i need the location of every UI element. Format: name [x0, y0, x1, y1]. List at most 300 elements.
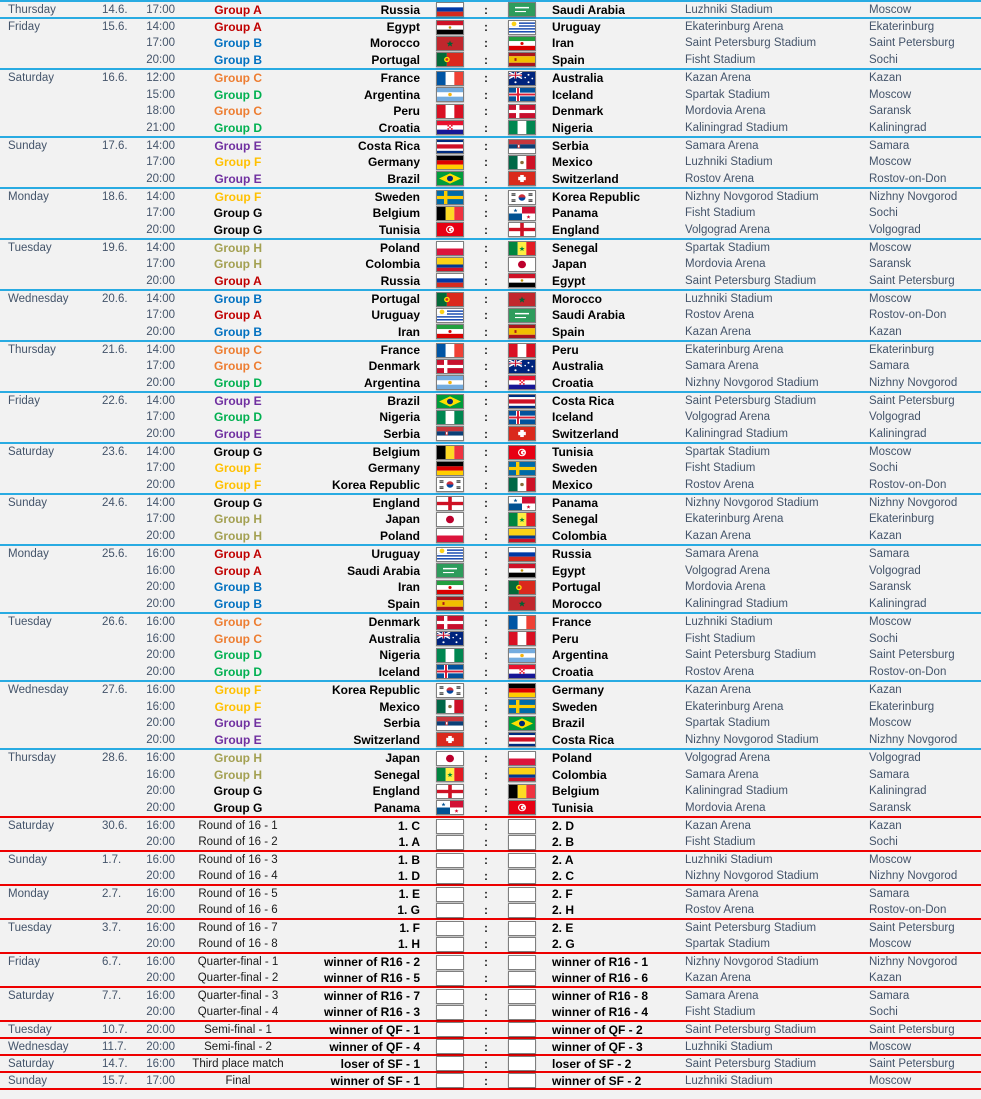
away-flag-cell [500, 375, 544, 390]
stage-label: Group F [214, 477, 262, 492]
day-group [0, 1071, 981, 1088]
stadium-cell: Spartak Stadium [685, 717, 771, 730]
away-flag-cell [500, 496, 544, 511]
time-cell: 17:00 [146, 462, 175, 475]
away-flag-cell [500, 120, 544, 135]
away-team: Senegal [552, 512, 599, 527]
stage-label: Group G [213, 496, 263, 511]
home-team: Korea Republic [331, 477, 420, 492]
score-colon: : [484, 648, 488, 663]
away-flag-cell [500, 528, 544, 543]
city-cell: Kaliningrad [869, 427, 927, 440]
match-row[interactable] [0, 988, 981, 1004]
stadium-cell: Saint Petersburg Stadium [685, 922, 817, 934]
match-row[interactable] [0, 409, 981, 425]
peru-flag-icon [436, 104, 464, 119]
senegal-flag-icon [508, 241, 536, 256]
home-flag-cell [428, 835, 472, 850]
home-team: 1. G [397, 903, 420, 917]
time-cell: 17:00 [146, 411, 175, 424]
match-row[interactable] [0, 546, 981, 563]
away-team: winner of QF - 3 [552, 1039, 643, 1054]
match-row[interactable] [0, 324, 981, 340]
score-colon: : [484, 241, 488, 256]
day-cell: Saturday [8, 446, 55, 459]
stage-label: Quarter-final - 2 [197, 972, 279, 984]
score-colon: : [484, 716, 488, 731]
match-row[interactable] [0, 664, 981, 681]
away-flag-cell [500, 784, 544, 799]
match-row[interactable] [0, 563, 981, 580]
home-flag-cell [428, 308, 472, 323]
away-flag-cell [500, 615, 544, 630]
day-cell: Monday [8, 888, 49, 900]
home-team: Croatia [378, 120, 420, 135]
iran-flag-icon [436, 580, 464, 595]
home-flag-cell [428, 596, 472, 611]
stage-label: Group G [213, 206, 263, 221]
city-cell: Sochi [869, 207, 898, 220]
date-cell: 21.6. [102, 344, 128, 357]
time-cell: 17:00 [146, 1074, 175, 1087]
away-team: Japan [552, 257, 587, 272]
stadium-cell: Volgograd Arena [685, 411, 771, 424]
stadium-cell: Nizhny Novgorod Stadium [685, 191, 819, 204]
match-row[interactable] [0, 460, 981, 476]
stage-label: Group H [214, 512, 262, 527]
city-cell: Saint Petersburg [869, 274, 955, 287]
home-flag-cell [428, 989, 472, 1004]
stage-label: Group E [214, 394, 262, 409]
away-team: winner of R16 - 1 [552, 955, 649, 969]
day-cell: Thursday [8, 752, 56, 765]
brazil-flag-icon [436, 394, 464, 409]
score-colon: : [484, 273, 488, 288]
match-row[interactable] [0, 1056, 981, 1071]
match-row[interactable] [0, 699, 981, 716]
home-team: Panama [373, 800, 420, 815]
away-team: winner of QF - 2 [552, 1022, 643, 1037]
city-cell: Volgograd [869, 564, 921, 577]
away-team: Mexico [552, 477, 593, 492]
stadium-cell: Nizhny Novgorod Stadium [685, 870, 819, 882]
stadium-cell: Luzhniki Stadium [685, 3, 773, 16]
match-row[interactable] [0, 205, 981, 221]
match-row[interactable] [0, 342, 981, 358]
match-row[interactable] [0, 886, 981, 902]
city-cell: Sochi [869, 53, 898, 66]
away-flag-cell [500, 800, 544, 815]
home-flag-cell [428, 139, 472, 154]
home-flag-cell [428, 921, 472, 936]
time-cell: 12:00 [146, 72, 175, 85]
home-team: Argentina [363, 375, 420, 390]
match-row[interactable] [0, 750, 981, 767]
serbia-flag-icon [436, 716, 464, 731]
city-cell: Samara [869, 990, 910, 1002]
placeholder-flag-icon [436, 835, 464, 850]
score-colon: : [484, 445, 488, 460]
stadium-cell: Kazan Arena [685, 72, 751, 85]
time-cell: 14:00 [146, 191, 175, 204]
colombia-flag-icon [508, 528, 536, 543]
time-cell: 20:00 [146, 717, 175, 730]
day-group [0, 850, 981, 884]
home-flag-cell [428, 273, 472, 288]
stadium-cell: Fisht Stadium [685, 632, 756, 645]
stadium-cell: Kazan Arena [685, 972, 751, 984]
score-colon: : [484, 751, 488, 766]
match-row[interactable] [0, 171, 981, 187]
away-flag-cell [500, 155, 544, 170]
away-team: Switzerland [552, 171, 619, 186]
day-cell: Saturday [8, 72, 55, 85]
match-row[interactable] [0, 256, 981, 272]
date-cell: 1.7. [102, 854, 122, 866]
home-team: Morocco [369, 36, 420, 51]
home-flag-cell [428, 512, 472, 527]
stage-label: Group C [214, 631, 262, 646]
date-cell: 15.7. [102, 1074, 128, 1087]
home-flag-cell [428, 20, 472, 35]
away-flag-cell [500, 52, 544, 67]
home-flag-cell [428, 800, 472, 815]
home-flag-cell [428, 410, 472, 425]
date-cell: 14.6. [102, 3, 128, 16]
stage-label: Group B [214, 292, 262, 307]
match-row[interactable] [0, 936, 981, 952]
match-row[interactable] [0, 273, 981, 289]
match-row[interactable] [0, 35, 981, 51]
home-flag-cell [428, 343, 472, 358]
match-row[interactable] [0, 19, 981, 35]
placeholder-flag-icon [508, 989, 536, 1004]
day-group [0, 17, 981, 68]
date-cell: 26.6. [102, 616, 128, 629]
day-group [0, 1037, 981, 1054]
placeholder-flag-icon [436, 955, 464, 970]
stadium-cell: Luzhniki Stadium [685, 854, 773, 866]
score-colon: : [484, 971, 488, 985]
switzerland-flag-icon [508, 426, 536, 441]
home-flag-cell [428, 580, 472, 595]
day-group [0, 238, 981, 289]
match-row[interactable] [0, 920, 981, 936]
score-colon: : [484, 52, 488, 67]
time-cell: 20:00 [146, 427, 175, 440]
away-flag-cell [500, 835, 544, 850]
home-flag-cell [428, 52, 472, 67]
away-team: Iceland [552, 87, 594, 102]
nigeria-flag-icon [436, 410, 464, 425]
match-row[interactable] [0, 732, 981, 749]
day-cell: Wednesday [8, 684, 69, 697]
home-flag-cell [428, 751, 472, 766]
time-cell: 16:00 [146, 768, 175, 781]
match-row[interactable] [0, 120, 981, 137]
home-flag-cell [428, 375, 472, 390]
score-colon: : [484, 615, 488, 630]
match-row[interactable] [0, 902, 981, 918]
home-flag-cell [428, 257, 472, 272]
stage-label: Group E [214, 732, 262, 747]
belgium-flag-icon [436, 206, 464, 221]
score-colon: : [484, 155, 488, 170]
match-row[interactable] [0, 800, 981, 817]
sweden-flag-icon [436, 190, 464, 205]
away-flag-cell [500, 699, 544, 714]
score-colon: : [484, 563, 488, 578]
nigeria-flag-icon [436, 648, 464, 663]
home-team: Korea Republic [331, 683, 420, 698]
stage-label: Group E [214, 716, 262, 731]
home-flag-cell [428, 631, 472, 646]
match-row[interactable] [0, 682, 981, 699]
date-cell: 19.6. [102, 242, 128, 255]
city-cell: Nizhny Novgorod [869, 191, 958, 204]
match-row[interactable] [0, 52, 981, 68]
away-team: England [552, 222, 600, 237]
home-team: Germany [367, 155, 420, 170]
belgium-flag-icon [436, 445, 464, 460]
match-row[interactable] [0, 868, 981, 884]
placeholder-flag-icon [436, 887, 464, 902]
day-group [0, 136, 981, 187]
date-cell: 15.6. [102, 21, 128, 34]
city-cell: Rostov-on-Don [869, 172, 947, 185]
away-flag-cell [500, 171, 544, 186]
match-row[interactable] [0, 70, 981, 87]
stadium-cell: Kaliningrad Stadium [685, 785, 788, 798]
away-team: Panama [552, 496, 599, 511]
away-flag-cell [500, 241, 544, 256]
match-row[interactable] [0, 954, 981, 970]
placeholder-flag-icon [508, 903, 536, 918]
score-colon: : [484, 547, 488, 562]
away-team: Colombia [552, 767, 607, 782]
home-team: 1. F [399, 921, 420, 935]
home-flag-cell [428, 1039, 472, 1054]
match-row[interactable] [0, 1039, 981, 1054]
match-row[interactable] [0, 715, 981, 732]
placeholder-flag-icon [508, 1056, 536, 1071]
city-cell: Saransk [869, 258, 912, 271]
home-flag-cell [428, 206, 472, 221]
match-row[interactable] [0, 596, 981, 613]
placeholder-flag-icon [436, 989, 464, 1004]
match-row[interactable] [0, 307, 981, 323]
city-cell: Moscow [869, 1074, 912, 1087]
city-cell: Sochi [869, 632, 898, 645]
away-flag-cell [500, 394, 544, 409]
home-flag-cell [428, 104, 472, 119]
away-team: Saudi Arabia [552, 308, 625, 323]
match-row[interactable] [0, 970, 981, 986]
stage-label: Round of 16 - 7 [198, 922, 278, 934]
score-colon: : [484, 1039, 488, 1054]
date-cell: 7.7. [102, 990, 122, 1002]
match-row[interactable] [0, 477, 981, 493]
score-colon: : [484, 869, 488, 883]
match-row[interactable] [0, 767, 981, 784]
match-row[interactable] [0, 783, 981, 800]
placeholder-flag-icon [508, 1073, 536, 1088]
match-row[interactable] [0, 528, 981, 544]
placeholder-flag-icon [436, 1056, 464, 1071]
mexico-flag-icon [508, 477, 536, 492]
stage-label: Group D [214, 87, 262, 102]
placeholder-flag-icon [436, 921, 464, 936]
away-team: winner of R16 - 8 [552, 989, 649, 1003]
match-row[interactable] [0, 495, 981, 511]
poland-flag-icon [436, 528, 464, 543]
stage-label: Semi-final - 2 [204, 1040, 272, 1053]
match-row[interactable] [0, 818, 981, 834]
time-cell: 16:00 [146, 752, 175, 765]
brazil-flag-icon [508, 716, 536, 731]
stage-label: Group D [214, 120, 262, 135]
match-row[interactable] [0, 154, 981, 170]
match-row[interactable] [0, 222, 981, 238]
score-colon: : [484, 257, 488, 272]
score-colon: : [484, 206, 488, 221]
day-group [0, 493, 981, 544]
match-row[interactable] [0, 393, 981, 409]
time-cell: 17:00 [146, 513, 175, 526]
score-colon: : [484, 375, 488, 390]
placeholder-flag-icon [436, 1022, 464, 1037]
away-flag-cell [500, 819, 544, 834]
stage-label: Group H [214, 528, 262, 543]
brazil-flag-icon [436, 171, 464, 186]
away-team: Spain [552, 52, 585, 67]
city-cell: Ekaterinburg [869, 344, 935, 357]
home-flag-cell [428, 937, 472, 952]
time-cell: 20:00 [146, 325, 175, 338]
peru-flag-icon [508, 343, 536, 358]
time-cell: 16:00 [146, 564, 175, 577]
stage-label: Group F [214, 699, 262, 714]
placeholder-flag-icon [436, 1039, 464, 1054]
portugal-flag-icon [508, 580, 536, 595]
city-cell: Saint Petersburg [869, 395, 955, 408]
match-row[interactable] [0, 240, 981, 256]
match-row[interactable] [0, 444, 981, 460]
home-flag-cell [428, 292, 472, 307]
stadium-cell: Samara Arena [685, 888, 759, 900]
time-cell: 16:00 [146, 990, 175, 1002]
match-row[interactable] [0, 358, 981, 374]
score-colon: : [484, 36, 488, 51]
match-row[interactable] [0, 138, 981, 154]
date-cell: 22.6. [102, 395, 128, 408]
away-team: 2. C [552, 869, 575, 883]
away-flag-cell [500, 631, 544, 646]
away-team: winner of R16 - 6 [552, 971, 649, 985]
match-row[interactable] [0, 579, 981, 596]
iceland-flag-icon [436, 664, 464, 679]
home-flag-cell [428, 461, 472, 476]
match-row[interactable] [0, 189, 981, 205]
match-row[interactable] [0, 614, 981, 631]
home-team: Serbia [383, 716, 420, 731]
home-team: Tunisia [378, 222, 420, 237]
argentina-flag-icon [508, 648, 536, 663]
away-team: 2. A [552, 853, 574, 867]
home-team: Egypt [386, 20, 420, 35]
day-cell: Sunday [8, 1074, 48, 1087]
egypt-flag-icon [508, 563, 536, 578]
stadium-cell: Luzhniki Stadium [685, 616, 773, 629]
match-row[interactable] [0, 1022, 981, 1037]
city-cell: Saransk [869, 801, 912, 814]
costa-rica-flag-icon [508, 394, 536, 409]
saudi-arabia-flag-icon [436, 563, 464, 578]
stadium-cell: Luzhniki Stadium [685, 293, 773, 306]
time-cell: 16:00 [146, 922, 175, 934]
score-colon: : [484, 477, 488, 492]
city-cell: Moscow [869, 88, 912, 101]
poland-flag-icon [508, 751, 536, 766]
home-team: Australia [368, 631, 420, 646]
match-row[interactable] [0, 103, 981, 120]
score-colon: : [484, 631, 488, 646]
city-cell: Volgograd [869, 752, 921, 765]
match-row[interactable] [0, 1004, 981, 1020]
match-row[interactable] [0, 852, 981, 868]
city-cell: Nizhny Novgorod [869, 870, 958, 882]
match-row[interactable] [0, 87, 981, 104]
morocco-flag-icon [508, 596, 536, 611]
date-cell: 14.7. [102, 1057, 128, 1070]
city-cell: Moscow [869, 3, 912, 16]
time-cell: 18:00 [146, 105, 175, 118]
home-team: 1. C [397, 819, 420, 833]
day-cell: Sunday [8, 140, 48, 153]
away-team: winner of R16 - 4 [552, 1005, 649, 1019]
away-flag-cell [500, 190, 544, 205]
city-cell: Volgograd [869, 411, 921, 424]
home-team: Portugal [371, 292, 420, 307]
stadium-cell: Luzhniki Stadium [685, 1040, 773, 1053]
match-row[interactable] [0, 1073, 981, 1088]
match-row[interactable] [0, 834, 981, 850]
away-flag-cell [500, 869, 544, 884]
home-team: Belgium [372, 445, 420, 460]
day-cell: Thursday [8, 3, 56, 16]
day-group [0, 748, 981, 816]
away-team: winner of SF - 2 [552, 1073, 642, 1088]
placeholder-flag-icon [436, 869, 464, 884]
stadium-cell: Volgograd Arena [685, 564, 771, 577]
city-cell: Kazan [869, 684, 902, 697]
match-row[interactable] [0, 631, 981, 648]
score-colon: : [484, 835, 488, 849]
match-row[interactable] [0, 2, 981, 17]
match-row[interactable] [0, 647, 981, 664]
match-row[interactable] [0, 426, 981, 442]
match-row[interactable] [0, 291, 981, 307]
match-row[interactable] [0, 375, 981, 391]
away-team: 2. D [552, 819, 575, 833]
home-flag-cell [428, 1005, 472, 1020]
time-cell: 14:00 [146, 242, 175, 255]
match-row[interactable] [0, 511, 981, 527]
home-flag-cell [428, 426, 472, 441]
home-flag-cell [428, 1056, 472, 1071]
score-colon: : [484, 853, 488, 867]
home-team: Peru [393, 104, 420, 119]
